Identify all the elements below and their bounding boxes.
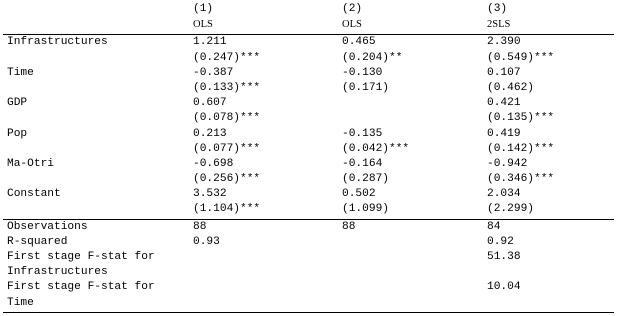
- coef-row-infrastructures: [3, 35, 614, 50]
- variable-label: GDP: [7, 97, 28, 110]
- se-cell: (0.247)***: [193, 51, 261, 64]
- se-cell: (1.099): [342, 203, 389, 216]
- coef-cell: 0.107: [487, 66, 521, 79]
- stat-label: R-squared: [7, 235, 68, 248]
- bottom-rule: [3, 312, 614, 313]
- se-row-ma-otri: [3, 172, 614, 187]
- coef-cell: -0.164: [342, 157, 383, 170]
- variable-label: Constant: [7, 188, 61, 201]
- se-cell: (0.549)***: [487, 51, 555, 64]
- coef-row-constant: [3, 187, 614, 202]
- stat-row-fstat-time-cont: [3, 296, 614, 311]
- variable-label: Time: [7, 66, 34, 79]
- variable-label: Ma-Otri: [7, 157, 54, 170]
- coef-cell: 2.034: [487, 188, 521, 201]
- variable-label: Infrastructures: [7, 36, 108, 49]
- se-row-infrastructures: [3, 51, 614, 66]
- se-cell: (0.287): [342, 173, 389, 186]
- coef-row-time: [3, 66, 614, 81]
- stat-cell: 51.38: [487, 251, 521, 263]
- stat-label: First stage F-stat for: [7, 281, 155, 294]
- method-3: 2SLS: [487, 19, 511, 31]
- coef-cell: 0.421: [487, 97, 521, 110]
- se-cell: (0.204)**: [342, 51, 403, 64]
- stat-cell: 10.04: [487, 281, 521, 294]
- coef-cell: -0.698: [193, 157, 234, 170]
- se-cell: (0.078)***: [193, 112, 261, 125]
- stat-label: Time: [7, 296, 34, 309]
- se-row-pop: [3, 142, 614, 157]
- se-row-gdp: [3, 111, 614, 126]
- stat-row-r-squared: [3, 235, 614, 250]
- stat-cell: 88: [193, 220, 207, 233]
- se-row-time: [3, 81, 614, 96]
- stat-row-fstat-time: [3, 280, 614, 295]
- se-cell: (0.142)***: [487, 142, 555, 155]
- coef-row-ma-otri: [3, 157, 614, 172]
- se-cell: (0.042)***: [342, 142, 410, 155]
- coef-cell: 0.607: [193, 97, 227, 110]
- se-cell: (0.171): [342, 81, 389, 94]
- se-cell: (0.133)***: [193, 81, 261, 94]
- stat-label: First stage F-stat for: [7, 251, 155, 263]
- column-number-1: (1): [193, 3, 214, 15]
- stat-label: Observations: [7, 220, 88, 233]
- coef-cell: 3.532: [193, 188, 227, 201]
- coef-cell: 1.211: [193, 36, 227, 49]
- coef-cell: 0.419: [487, 127, 521, 140]
- coef-cell: 2.390: [487, 36, 521, 49]
- se-cell: (0.346)***: [487, 173, 555, 186]
- se-cell: (2.299): [487, 203, 534, 216]
- stat-cell: 0.92: [487, 235, 514, 248]
- se-cell: (0.462): [487, 81, 534, 94]
- coef-cell: 0.502: [342, 188, 376, 201]
- column-number-row: [3, 2, 614, 17]
- se-cell: (0.135)***: [487, 112, 555, 125]
- se-cell: (1.104)***: [193, 203, 261, 216]
- coef-cell: -0.135: [342, 127, 383, 140]
- column-number-3: (3): [487, 3, 508, 15]
- coef-cell: -0.942: [487, 157, 528, 170]
- stat-row-observations: [3, 220, 614, 235]
- stat-row-fstat-infrastructures: [3, 250, 614, 265]
- se-row-constant: [3, 202, 614, 217]
- stat-cell: 84: [487, 220, 501, 233]
- se-cell: (0.077)***: [193, 142, 261, 155]
- stat-cell: 88: [342, 220, 356, 233]
- method-1: OLS: [193, 19, 213, 31]
- coef-row-pop: [3, 127, 614, 142]
- variable-label: Pop: [7, 127, 28, 140]
- stat-row-fstat-infrastructures-cont: [3, 265, 614, 280]
- coef-cell: 0.465: [342, 36, 376, 49]
- stat-cell: 0.93: [193, 235, 220, 248]
- coef-row-gdp: [3, 96, 614, 111]
- stat-label: Infrastructures: [7, 266, 108, 279]
- coef-cell: -0.387: [193, 66, 234, 79]
- coef-cell: -0.130: [342, 66, 383, 79]
- se-cell: (0.256)***: [193, 173, 261, 186]
- method-2: OLS: [342, 19, 362, 31]
- column-number-2: (2): [342, 3, 363, 15]
- method-row: [3, 17, 614, 32]
- regression-table: [3, 2, 614, 313]
- coef-cell: 0.213: [193, 127, 227, 140]
